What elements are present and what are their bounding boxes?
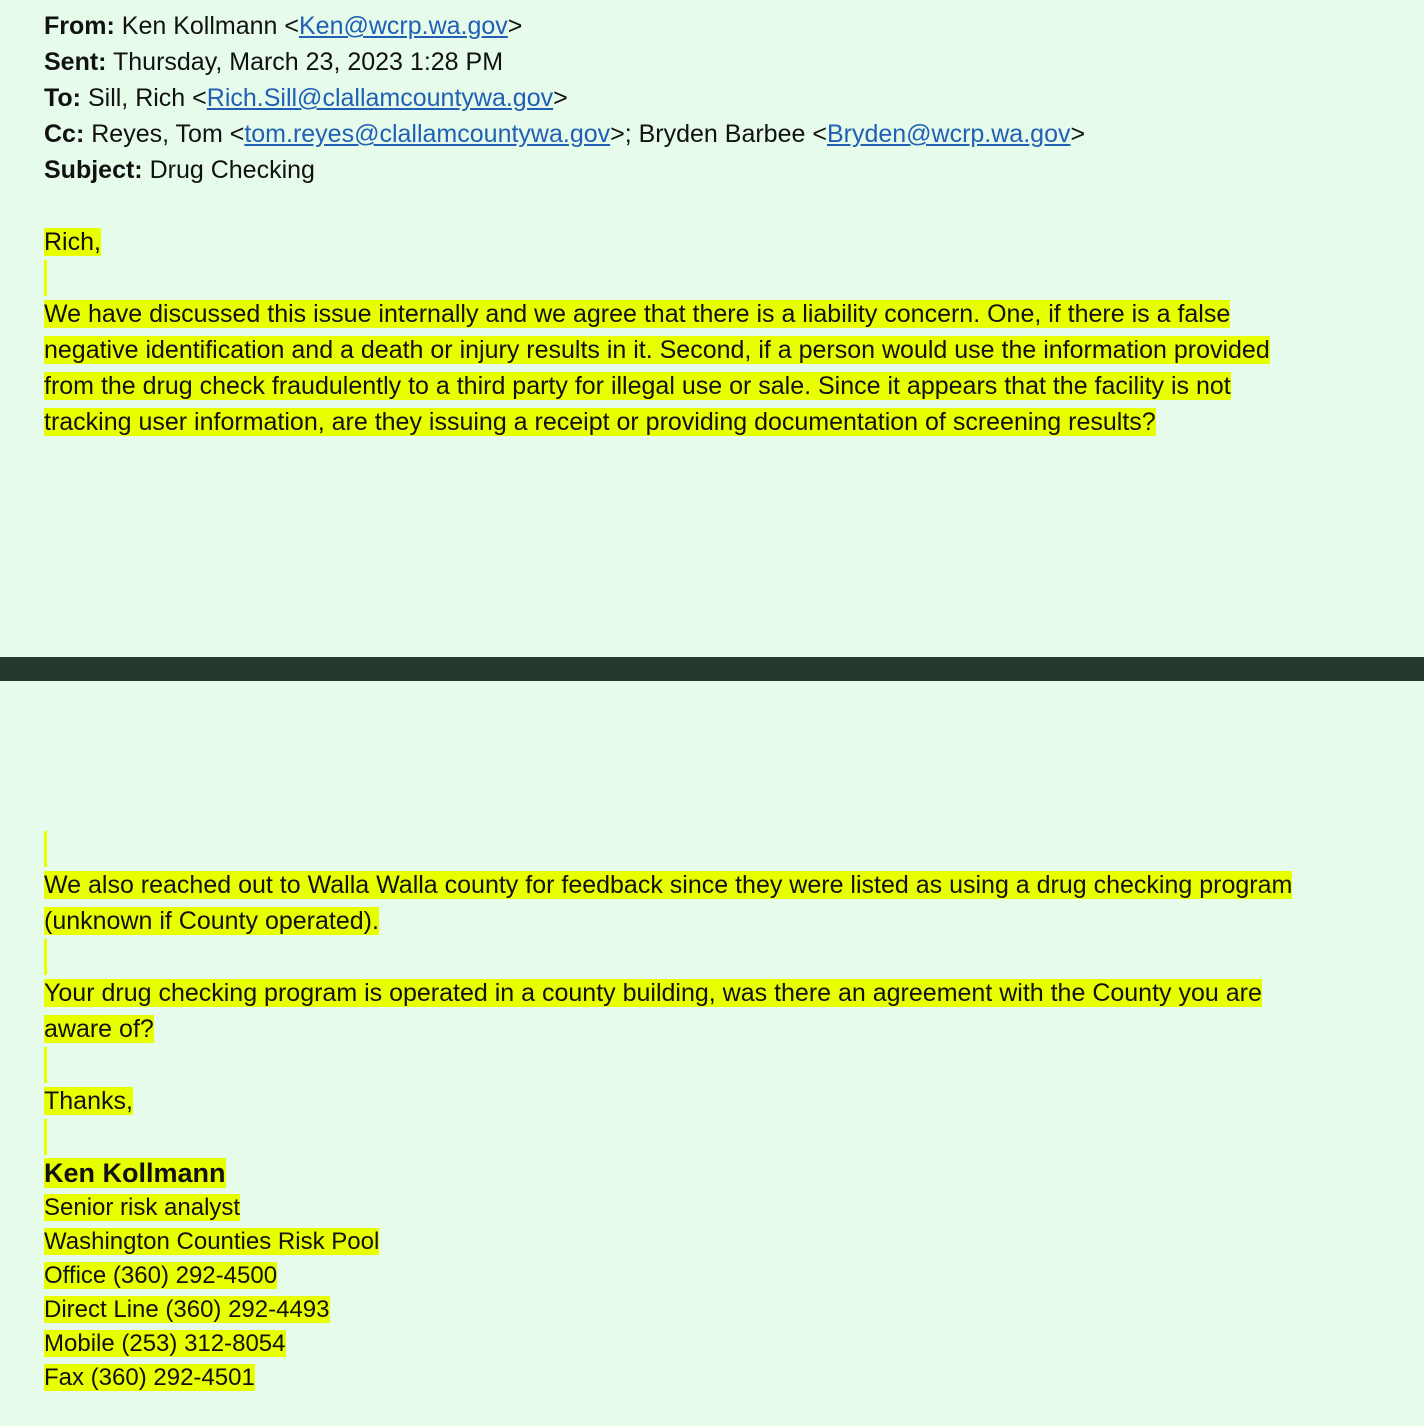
from-email-link[interactable]: Ken@wcrp.wa.gov (298, 12, 508, 40)
paragraph-2: We also reached out to Walla Walla county for feedback since they were listed as using a drug checking program (unknown if County operated). (44, 871, 1293, 935)
highlight-mark (44, 260, 47, 296)
from-row (44, 8, 1374, 44)
sent-value: Thursday, March 23, 2023 1:28 PM (113, 48, 504, 76)
to-close: > (553, 84, 568, 112)
cc-email-link-2[interactable]: Bryden@wcrp.wa.gov (826, 120, 1071, 148)
sent-row (44, 44, 1374, 80)
to-row (44, 80, 1374, 116)
subject-label: Subject: (44, 156, 143, 184)
cc-email-link-1[interactable]: tom.reyes@clallamcountywa.gov (244, 120, 611, 148)
signature-direct-phone: Direct Line (360) 292-4493 (44, 1296, 330, 1323)
highlight-mark (44, 831, 47, 867)
email-body-continued (44, 831, 1374, 1395)
cc-close: > (1070, 120, 1086, 148)
from-label: From: (44, 12, 115, 40)
to-name: Sill, Rich < (87, 84, 207, 112)
signature-title: Senior risk analyst (44, 1194, 241, 1221)
paragraph-1-block (44, 296, 1374, 440)
email-page-top (0, 0, 1424, 656)
email-header (44, 8, 1374, 188)
signature-fax: Fax (360) 292-4501 (44, 1364, 255, 1391)
signature-office-phone: Office (360) 292-4500 (44, 1262, 278, 1289)
highlight-mark (44, 1047, 47, 1083)
subject-value: Drug Checking (149, 156, 315, 184)
subject-row (44, 152, 1374, 188)
cc-name-1: Reyes, Tom < (91, 120, 245, 148)
greeting-text: Rich, (44, 228, 101, 256)
cc-separator: >; Bryden Barbee < (610, 120, 827, 148)
closing-text: Thanks, (44, 1087, 133, 1115)
highlight-mark (44, 939, 47, 975)
from-close: > (507, 12, 523, 40)
email-page-bottom (0, 681, 1424, 1426)
greeting-block (44, 224, 1374, 296)
paragraph-1: We have discussed this issue internally and we agree that there is a liability concern. One, if there is a false negative identification and a death or injury results in it. Second, if a person would use the information provided from the drug check fraudulently to a third party for illegal use or sale. Since it appears that the facility is not tracking user information, are they issuing a receipt or providing documentation of screening results? (44, 300, 1270, 436)
highlight-mark (44, 1119, 47, 1155)
page-divider (0, 657, 1424, 681)
to-email-link[interactable]: Rich.Sill@clallamcountywa.gov (206, 84, 554, 112)
from-name: Ken Kollmann < (121, 12, 299, 40)
paragraph-3: Your drug checking program is operated in a county building, was there an agreement with the County you are aware of? (44, 979, 1262, 1043)
sent-label: Sent: (44, 48, 107, 76)
signature-name: Ken Kollmann (44, 1158, 226, 1188)
signature-mobile-phone: Mobile (253) 312-8054 (44, 1330, 286, 1357)
cc-row (44, 116, 1374, 152)
cc-label: Cc: (44, 120, 85, 148)
signature-org: Washington Counties Risk Pool (44, 1228, 380, 1255)
to-label: To: (44, 84, 82, 112)
